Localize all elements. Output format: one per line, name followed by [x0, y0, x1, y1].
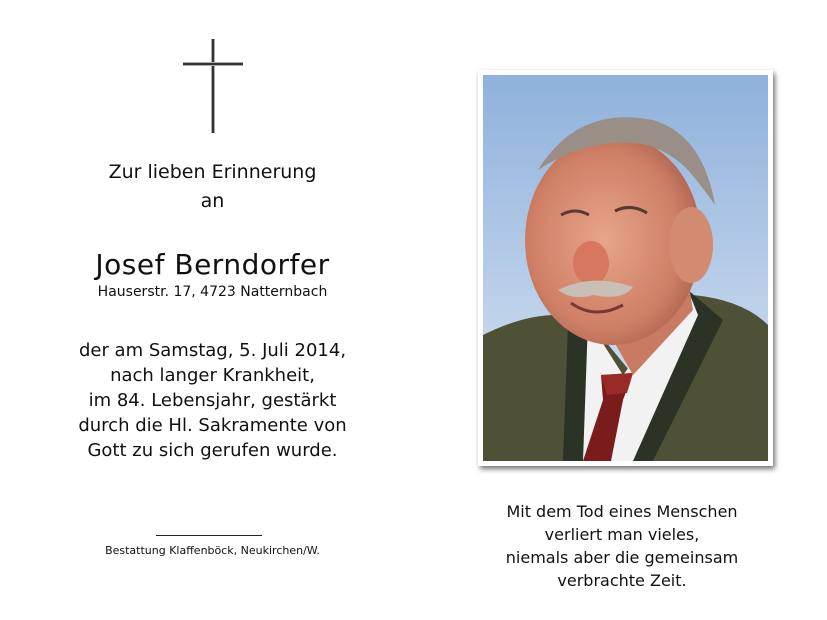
portrait-illustration	[483, 75, 768, 461]
intro-text	[0, 158, 425, 216]
quote-line: Mit dem Tod eines Menschen	[506, 502, 738, 521]
notice-line: durch die Hl. Sakramente von	[78, 415, 347, 436]
portrait-frame	[478, 70, 773, 466]
quote-line: niemals aber die gemeinsam	[505, 548, 739, 567]
memorial-quote	[478, 500, 766, 592]
quote-line: verliert man vieles,	[544, 525, 700, 544]
notice-line: Gott zu sich gerufen wurde.	[87, 440, 338, 461]
notice-line: der am Samstag, 5. Juli 2014,	[78, 340, 347, 361]
divider-line	[156, 535, 262, 536]
intro-line: an	[200, 190, 225, 212]
quote-line: verbrachte Zeit.	[557, 571, 687, 590]
notice-line: im 84. Lebensjahr, gestärkt	[88, 390, 337, 411]
deceased-address: Hauserstr. 17, 4723 Natternbach	[97, 284, 328, 300]
intro-line: Zur lieben Erinnerung	[108, 161, 317, 183]
death-notice-text	[0, 338, 425, 463]
deceased-name: Josef Berndorfer	[95, 248, 330, 281]
cross-icon	[182, 38, 244, 134]
notice-line: nach langer Krankheit,	[110, 365, 315, 386]
undertaker-credit: Bestattung Klaffenböck, Neukirchen/W.	[105, 544, 320, 557]
portrait-photo	[483, 75, 768, 461]
